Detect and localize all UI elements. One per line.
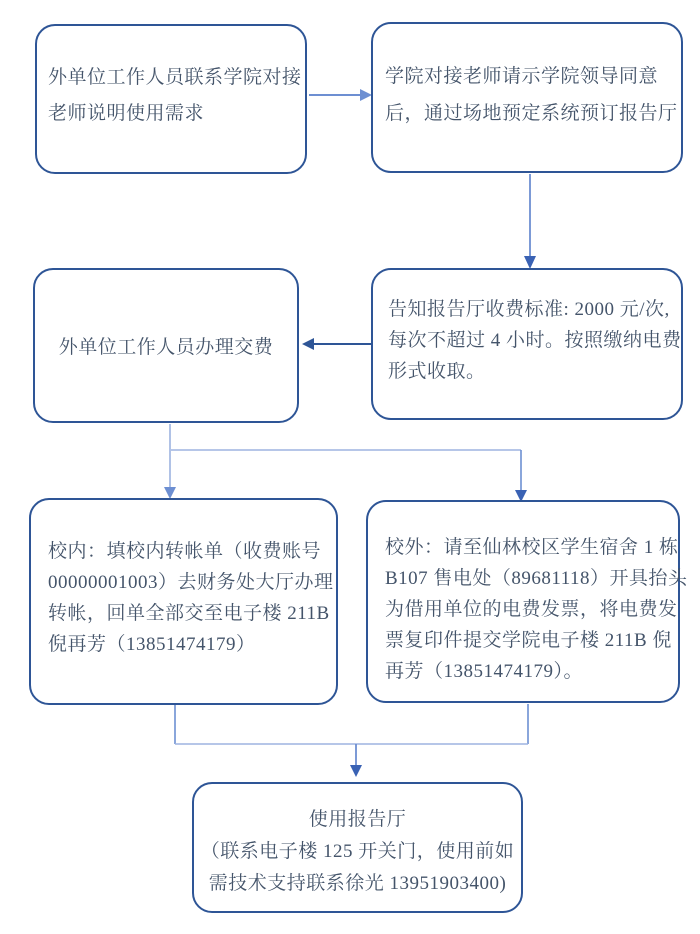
node-text-line: 后，通过场地预定系统预订报告厅 [385,103,678,124]
flow-node-fee-notice [371,268,683,420]
node-text-line: 为借用单位的电费发票，将电费发 [385,599,678,620]
connector-merge-usehall-arrowhead [350,765,362,777]
flow-node-payment [33,268,299,423]
flow-node-on-campus [29,498,338,705]
flow-node-use-hall [192,782,523,913]
node-text-line: 老师说明使用需求 [48,103,205,124]
node-text-line: 使用报告厅 [308,809,407,830]
node-text-line: 每次不超过 4 小时。按照缴纳电费 [388,330,682,351]
node-text-line: 外单位工作人员联系学院对接 [48,67,302,88]
node-text-line: 再芳（13851474179）。 [385,661,584,682]
node-text-line: 校内：填校内转帐单（收费账号 [48,541,322,562]
flow-node-booking [371,22,683,173]
node-text-line: 学院对接老师请示学院领导同意 [385,66,659,87]
node-text-line: 转帐，回单全部交至电子楼 211B [48,603,330,624]
flow-node-off-campus [366,500,688,703]
node-text-line: 告知报告厅收费标准: 2000 元/次, [388,299,670,320]
flow-node-request [35,24,307,174]
node-text-line: 票复印件提交学院电子楼 211B 倪 [385,630,672,651]
node-text-line: 外单位工作人员办理交费 [58,337,274,358]
node-text-line: 需技术支持联系徐光 13951903400) [208,873,507,894]
node-text-line: 00000001003）去财务处大厅办理 [48,572,334,593]
connector-fee-payment-arrowhead [302,338,314,350]
node-text-line: 形式收取。 [388,361,486,382]
node-text-line: B107 售电处（89681118）开具抬头 [385,568,688,589]
node-text-line: （联系电子楼 125 开关门，使用前如 [200,841,515,862]
node-text-line: 校外：请至仙林校区学生宿舍 1 栋 [385,537,679,558]
node-text-line: 倪再芳（13851474179） [48,634,256,655]
